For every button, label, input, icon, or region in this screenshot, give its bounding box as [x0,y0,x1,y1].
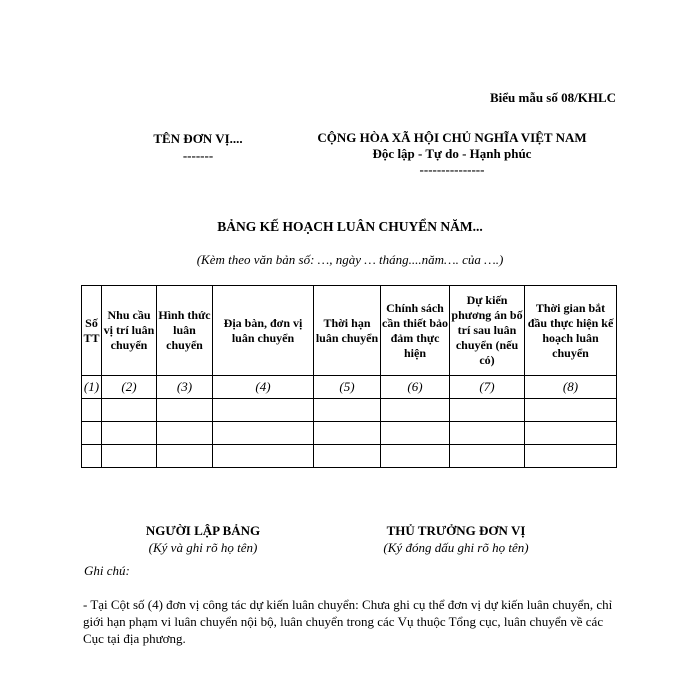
col-header-location: Địa bàn, đơn vị luân chuyển [213,286,314,376]
republic-underline: --------------- [419,162,485,177]
note-label: Ghi chú: [84,563,130,578]
table-cell [381,399,450,422]
note-body: - Tại Cột số (4) đơn vị công tác dự kiến luân chuyển: Chưa ghi cụ thể đơn vị dự kiến luân chuyển, chỉ giới hạn phạm vi luân chuyển nội bộ, luân chuyển trong các Vụ thuộc Tổng cục, luân chuyển về các Cục tại địa phương. [83,597,613,646]
table-cell [157,399,213,422]
table-cell [213,399,314,422]
column-number: (5) [314,376,381,399]
preparer-hint: (Ký và ghi rõ họ tên) [148,540,258,555]
table-cell [82,399,102,422]
table-cell [314,422,381,445]
col-header-form: Hình thức luân chuyển [157,286,213,376]
head-hint: (Ký đóng dấu ghi rõ họ tên) [383,540,529,555]
col-header-start-time: Thời gian bắt đầu thực hiện kế hoạch luân chuyển [525,286,617,376]
table-cell [157,445,213,468]
column-number: (7) [450,376,525,399]
col-header-stt: Số TT [82,286,102,376]
table-cell [102,399,157,422]
form-code: Biểu mẫu số 08/KHLC [489,90,616,105]
table-cell [102,445,157,468]
col-header-arrangement: Dự kiến phương án bố trí sau luân chuyển (nếu có) [450,286,525,376]
table-cell [525,399,617,422]
republic-header [296,130,608,178]
table-cell [381,422,450,445]
head-signature [362,522,550,556]
table-cell [213,422,314,445]
table-row [82,399,617,422]
column-number-row [82,376,617,399]
col-header-policy: Chính sách cần thiết bảo đảm thực hiện [381,286,450,376]
table-row [82,422,617,445]
republic-name: CỘNG HÒA XÃ HỘI CHỦ NGHĨA VIỆT NAM [317,130,587,145]
republic-motto: Độc lập - Tự do - Hạnh phúc [372,146,532,161]
table-cell [525,422,617,445]
column-number: (6) [381,376,450,399]
col-header-position: Nhu cầu vị trí luân chuyển [102,286,157,376]
plan-table [81,285,617,468]
table-cell [314,445,381,468]
table-cell [450,399,525,422]
preparer-role: NGƯỜI LẬP BẢNG [145,523,261,538]
preparer-signature [118,522,288,556]
column-number: (2) [102,376,157,399]
table-cell [102,422,157,445]
table-cell [157,422,213,445]
table-cell [82,422,102,445]
document-title: BẢNG KẾ HOẠCH LUÂN CHUYỂN NĂM... [217,219,483,234]
table-cell [450,445,525,468]
table-cell [213,445,314,468]
table-cell [450,422,525,445]
table-header-row [82,286,617,376]
table-cell [314,399,381,422]
document-subtitle: (Kèm theo văn bản số: …, ngày … tháng....năm…. của ….) [196,252,504,267]
col-header-duration: Thời hạn luân chuyển [314,286,381,376]
table-cell [82,445,102,468]
unit-name: TÊN ĐƠN VỊ.... [153,131,243,146]
table-cell [525,445,617,468]
column-number: (3) [157,376,213,399]
table-row [82,445,617,468]
column-number: (1) [82,376,102,399]
unit-block [128,130,268,164]
column-number: (4) [213,376,314,399]
unit-underline: ------- [182,148,214,163]
column-number: (8) [525,376,617,399]
table-cell [381,445,450,468]
head-role: THỦ TRƯỞNG ĐƠN VỊ [386,523,526,538]
